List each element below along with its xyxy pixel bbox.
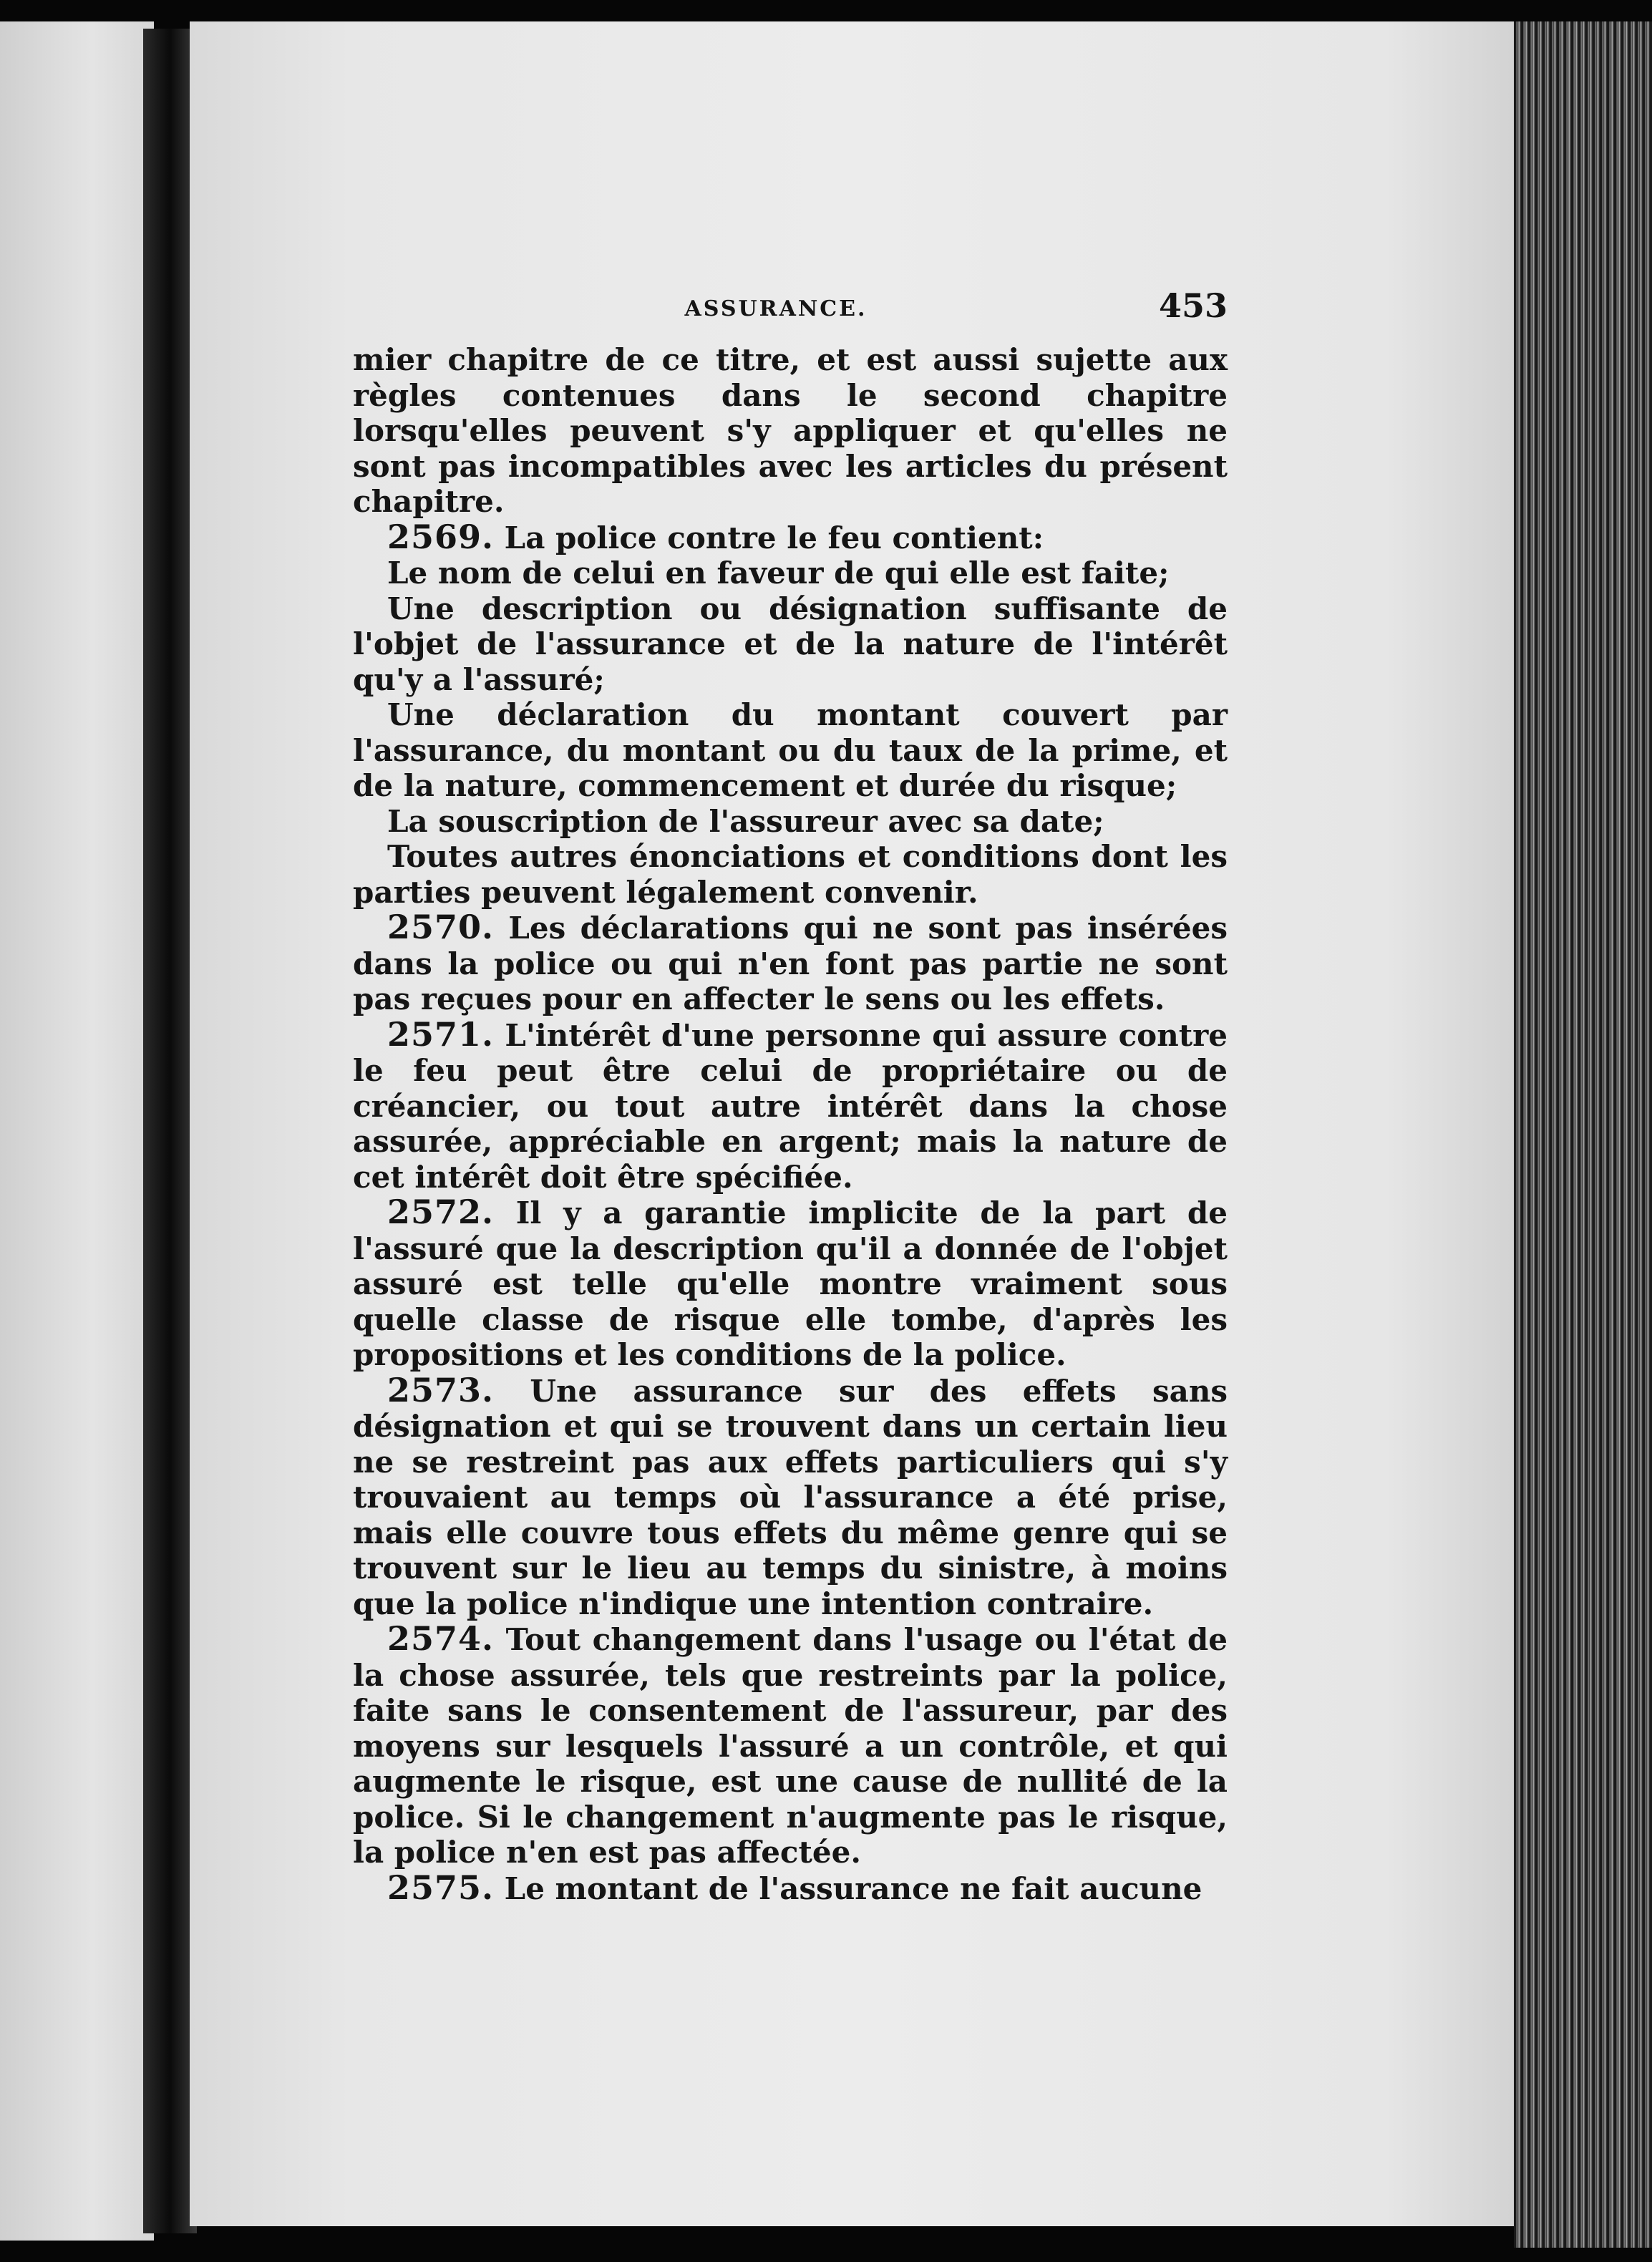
article-number: 2574. bbox=[387, 1619, 495, 1658]
paragraph-text: Une assurance sur des effets sans désignation et qui se trouvent dans un certain lieu ne se restreint pas aux effets particuliers qui s'y trouvaient au temps où l'assurance a été prise, mais elle couvre tous effets du même genre qui se trouvent sur le lieu au temps du sinistre, à moins que la police n'indique une intention contraire. bbox=[353, 1373, 1228, 1621]
article-2570 bbox=[353, 910, 1228, 1017]
paragraph-text: Toutes autres énonciations et conditions dont les parties peuvent légalement convenir. bbox=[353, 839, 1228, 910]
paragraph-text: La souscription de l'assureur avec sa date; bbox=[387, 803, 1104, 839]
paragraph-text: Tout changement dans l'usage ou l'état de la chose assurée, tels que restreints par la police, faite sans le consentement de l'assureur, par des moyens sur lesquels l'assuré a un contrôle, et qui augmente le risque, est une cause de nullité de la police. Si le changement n'augmente pas le risque, la police n'en est pas affectée. bbox=[353, 1622, 1228, 1870]
article-2569 bbox=[353, 517, 1228, 556]
paragraph bbox=[353, 555, 1228, 591]
page-number: 453 bbox=[1158, 286, 1228, 325]
article-number: 2571. bbox=[387, 1014, 495, 1054]
page-text-block bbox=[353, 286, 1228, 1906]
paragraph-text: Il y a garantie implicite de la part de l'assuré que la description qu'il a donnée de l'objet assuré est telle qu'elle montre vraiment sous quelle classe de risque elle tombe, d'après les propositions et les conditions de la police. bbox=[353, 1195, 1228, 1372]
paragraph-text: Les déclarations qui ne sont pas insérées dans la police ou qui n'en font pas partie ne sont pas reçues pour en affecter le sens ou les effets. bbox=[353, 911, 1228, 1016]
article-2575 bbox=[353, 1870, 1228, 1907]
body-text bbox=[353, 342, 1228, 1906]
paragraph-text: Le montant de l'assurance ne fait aucune bbox=[504, 1870, 1202, 1906]
paragraph-text: Le nom de celui en faveur de qui elle est faite; bbox=[387, 555, 1170, 591]
article-number: 2572. bbox=[387, 1193, 495, 1231]
article-2574 bbox=[353, 1621, 1228, 1870]
running-head bbox=[353, 286, 1228, 336]
article-number: 2573. bbox=[387, 1370, 495, 1409]
book-gutter bbox=[143, 29, 197, 2233]
paragraph bbox=[353, 839, 1228, 910]
previous-page-edge bbox=[0, 21, 154, 2241]
paragraph bbox=[353, 591, 1228, 698]
paragraph-text: Une description ou désignation suffisante de l'objet de l'assurance et de la nature de l'intérêt qu'y a l'assuré; bbox=[353, 591, 1228, 697]
article-2571 bbox=[353, 1014, 1228, 1195]
running-head-title: ASSURANCE. bbox=[684, 296, 868, 321]
article-number: 2575. bbox=[387, 1868, 495, 1907]
article-2573 bbox=[353, 1370, 1228, 1622]
page-stack-edges bbox=[1514, 21, 1652, 2248]
paragraph-text: mier chapitre de ce titre, et est aussi sujette aux règles contenues dans le second chapitre lorsqu'elles peuvent s'y appliquer et qu'elles ne sont pas incompatibles avec les articles du présent chapitre. bbox=[353, 342, 1228, 519]
paragraph bbox=[353, 342, 1228, 520]
article-number: 2570. bbox=[387, 908, 495, 946]
paragraph bbox=[353, 697, 1228, 804]
paragraph-text: La police contre le feu contient: bbox=[504, 520, 1044, 555]
article-2572 bbox=[353, 1195, 1228, 1373]
paragraph bbox=[353, 804, 1228, 840]
paragraph-text: L'intérêt d'une personne qui assure contre le feu peut être celui de propriétaire ou de créancier, ou tout autre intérêt dans la chose assurée, appréciable en argent; mais la nature de cet intérêt doit être spécifiée. bbox=[353, 1017, 1228, 1195]
paragraph-text: Une déclaration du montant couvert par l'assurance, du montant ou du taux de la prime, et de la nature, commencement et durée du risque; bbox=[353, 697, 1228, 803]
article-number: 2569. bbox=[387, 517, 495, 556]
